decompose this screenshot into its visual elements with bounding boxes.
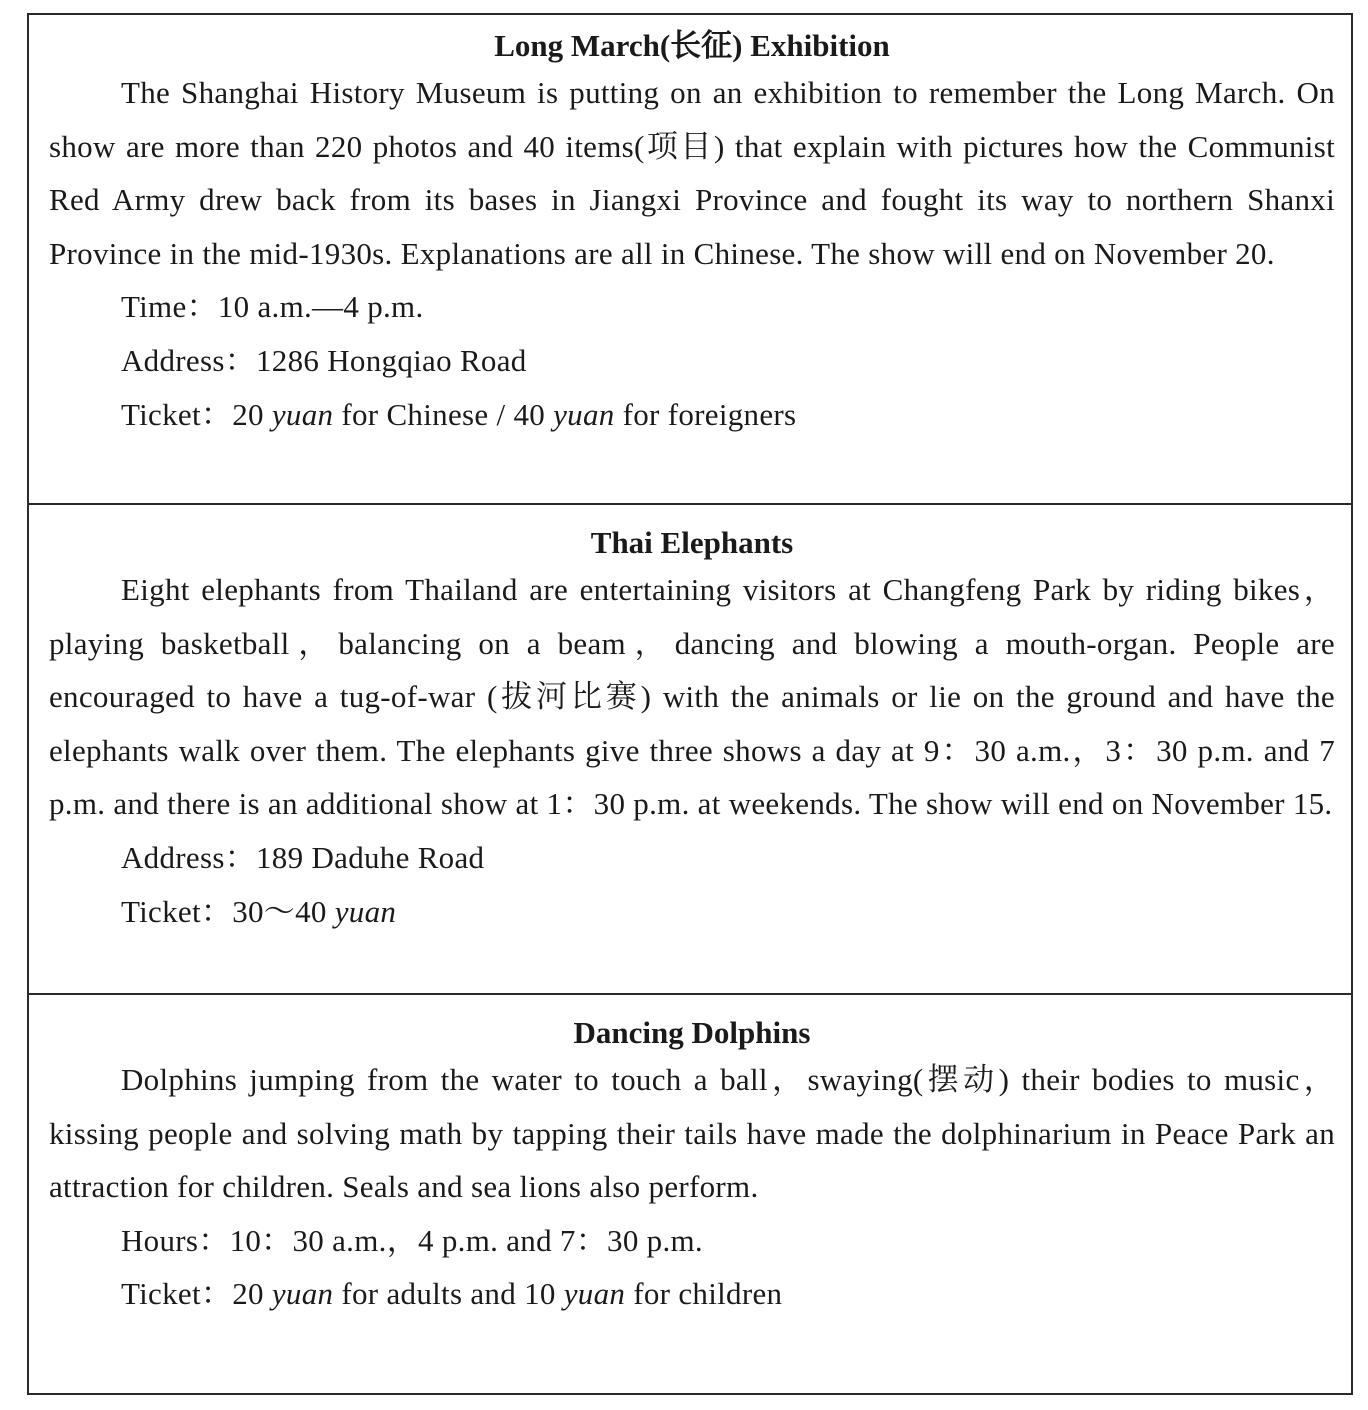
section-long-march <box>29 15 1351 505</box>
ticket-unit: yuan <box>271 396 334 432</box>
ticket-line <box>49 885 1335 939</box>
section-title: Dancing Dolphins <box>573 1015 811 1050</box>
section-body: Eight elephants from Thailand are entertaining visitors at Changfeng Park by riding bikes，playing basketball，balancing on a beam，dancing and blowing a mouth-organ. People are encouraged to have a tug-of-war (拔河比赛) with the animals or lie on the ground and have the elephants walk over them. The elephants give three shows a day at 9：30 a.m.，3：30 p.m. and 7 p.m. and there is an additional show at 1：30 p.m. at weekends. The show will end on November 15. <box>49 572 1335 822</box>
ticket-mid: for Chinese / 40 <box>333 396 554 432</box>
section-body: The Shanghai History Museum is putting on an exhibition to remember the Long March. On show are more than 220 photos and 40 items(项目) that explain with pictures how the Communist Red Army drew back from its bases in Jiangxi Province and fought its way to northern Shanxi Province in the mid-1930s. Explanations are all in Chinese. The show will end on November 20. <box>49 75 1335 271</box>
section-body: Dolphins jumping from the water to touch a ball，swaying(摆动) their bodies to music，kissing people and solving math by tapping their tails have made the dolphinarium in Peace Park an attraction for children. Seals and sea lions also perform. <box>49 1062 1335 1205</box>
ticket-line <box>49 388 1335 442</box>
ticket-prefix: Ticket：20 <box>121 1276 272 1312</box>
ticket-prefix: Ticket：30～40 <box>121 893 335 929</box>
ticket-unit: yuan <box>334 893 397 929</box>
section-title: Thai Elephants <box>590 525 794 560</box>
ticket-prefix: Ticket：20 <box>121 396 272 432</box>
address-line: Address：189 Daduhe Road <box>121 839 485 875</box>
hours-line: Hours：10：30 a.m.，4 p.m. and 7：30 p.m. <box>121 1222 703 1258</box>
ticket-suffix: for children <box>625 1276 783 1312</box>
section-dancing-dolphins <box>29 995 1351 1395</box>
section-thai-elephants <box>29 505 1351 995</box>
ticket-suffix: for foreigners <box>614 396 797 432</box>
ticket-mid: for adults and 10 <box>333 1276 564 1312</box>
time-line: Time：10 a.m.—4 p.m. <box>121 289 424 325</box>
address-line: Address：1286 Hongqiao Road <box>121 342 527 378</box>
ticket-unit: yuan <box>553 396 615 432</box>
ticket-line <box>49 1267 1335 1321</box>
ticket-unit: yuan <box>563 1276 626 1312</box>
ticket-unit: yuan <box>271 1276 334 1312</box>
section-title: Long March(长征) Exhibition <box>494 28 890 63</box>
document-frame <box>27 13 1353 1395</box>
